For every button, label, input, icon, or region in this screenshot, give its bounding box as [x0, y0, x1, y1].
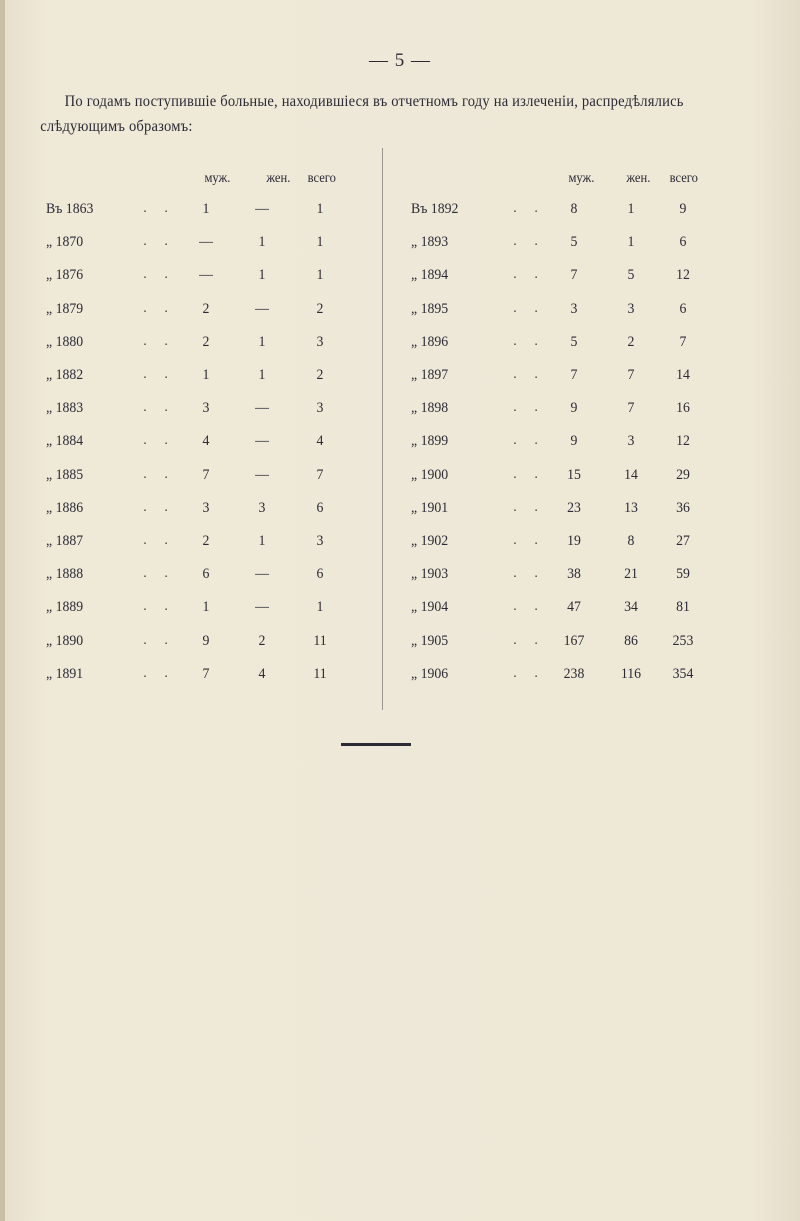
left-row-men: 3: [202, 499, 210, 516]
intro-paragraph: [40, 89, 721, 139]
right-row-leader-dots: . .: [513, 300, 546, 316]
left-row-men: 3: [202, 400, 210, 417]
right-row-total: 16: [676, 400, 690, 417]
right-row-total: 7: [679, 333, 687, 350]
right-row-men: 3: [570, 300, 578, 317]
right-row-total: 354: [672, 665, 694, 682]
left-row-year: „ 1870: [46, 234, 84, 251]
left-row-year: Въ 1863: [46, 201, 94, 217]
left-row-men: —: [199, 234, 213, 251]
right-row-women: 21: [624, 566, 638, 583]
left-row-men: 1: [202, 367, 210, 383]
right-row-year: „ 1904: [411, 599, 449, 616]
right-row-year: „ 1901: [411, 499, 449, 516]
left-row-year: „ 1886: [46, 499, 84, 516]
intro-line-1: По годамъ поступившіе больные, находившіеся въ отчетномъ году на излеченіи, распредѣлялись: [64, 93, 684, 110]
right-row-year: „ 1899: [411, 433, 449, 450]
right-row-year: „ 1898: [411, 400, 449, 417]
right-row-women: 14: [624, 466, 638, 483]
right-row-year: „ 1895: [411, 300, 449, 317]
left-row-leader-dots: . .: [143, 267, 176, 283]
left-row-women: —: [255, 300, 269, 317]
left-row-year: „ 1885: [46, 466, 84, 483]
left-row-men: —: [199, 267, 213, 284]
right-row-leader-dots: . .: [513, 466, 546, 482]
right-row-men: 238: [563, 665, 585, 682]
right-row-men: 9: [570, 400, 578, 417]
left-row-men: 1: [202, 599, 210, 616]
right-row-men: 8: [570, 201, 578, 217]
left-row-women: 1: [258, 267, 266, 284]
left-header-men: муж.: [204, 171, 231, 186]
right-row-women: 3: [627, 300, 635, 317]
left-row-total: 3: [316, 333, 324, 350]
left-row-women: 4: [258, 665, 266, 682]
right-row-men: 5: [570, 333, 578, 350]
left-row-women: —: [255, 566, 269, 583]
right-row-year: „ 1900: [411, 466, 449, 483]
right-row-women: 1: [627, 234, 635, 251]
left-row-men: 7: [202, 665, 210, 682]
right-row-women: 5: [627, 267, 635, 284]
right-row-men: 15: [567, 466, 581, 483]
right-row-leader-dots: . .: [513, 566, 546, 582]
end-rule: [341, 743, 411, 746]
right-row-total: 12: [676, 433, 690, 450]
left-row-year: „ 1891: [46, 665, 84, 682]
left-row-year: „ 1888: [46, 566, 84, 583]
right-row-women: 13: [624, 499, 638, 516]
right-row-total: 14: [676, 367, 690, 383]
left-row-year: „ 1889: [46, 599, 84, 616]
left-row-women: 1: [258, 333, 266, 350]
page-number: — 5 —: [369, 50, 431, 71]
right-row-leader-dots: . .: [513, 201, 546, 216]
intro-line-2: слѣдующимъ образомъ:: [40, 118, 193, 135]
left-header-total: всего: [307, 171, 336, 186]
right-row-total: 12: [676, 267, 690, 284]
right-row-leader-dots: . .: [513, 433, 546, 449]
left-row-men: 6: [202, 566, 210, 583]
left-row-women: —: [255, 599, 269, 616]
left-row-leader-dots: . .: [143, 533, 176, 548]
right-row-year: „ 1902: [411, 533, 449, 549]
right-row-total: 81: [676, 599, 690, 616]
right-row-year: „ 1906: [411, 665, 449, 682]
left-row-total: 11: [313, 665, 327, 682]
right-header-total: всего: [669, 171, 698, 186]
left-row-women: 2: [258, 632, 266, 649]
left-row-total: 6: [316, 566, 324, 583]
right-row-leader-dots: . .: [513, 333, 546, 349]
left-row-women: —: [255, 466, 269, 483]
right-row-women: 116: [620, 665, 642, 682]
left-row-leader-dots: . .: [143, 632, 176, 648]
left-row-men: 2: [202, 300, 210, 317]
left-row-total: 1: [316, 267, 324, 284]
left-row-total: 3: [316, 400, 324, 417]
right-row-year: „ 1905: [411, 632, 449, 649]
left-row-total: 6: [316, 499, 324, 516]
right-row-total: 36: [676, 499, 690, 516]
right-row-year: „ 1897: [411, 367, 449, 383]
left-row-year: „ 1883: [46, 400, 84, 417]
left-row-year: „ 1882: [46, 367, 84, 383]
right-header-men: муж.: [568, 171, 595, 186]
left-row-year: „ 1880: [46, 333, 84, 350]
right-row-year: Въ 1892: [411, 201, 459, 217]
left-row-leader-dots: . .: [143, 400, 176, 416]
right-row-leader-dots: . .: [513, 367, 546, 382]
left-row-total: 2: [316, 367, 324, 383]
right-row-women: 7: [627, 367, 635, 383]
right-row-men: 47: [567, 599, 581, 616]
right-row-men: 23: [567, 499, 581, 516]
left-row-year: „ 1876: [46, 267, 84, 284]
right-row-women: 86: [624, 632, 638, 649]
left-row-year: „ 1884: [46, 433, 84, 450]
right-row-year: „ 1893: [411, 234, 449, 251]
left-row-year: „ 1887: [46, 533, 84, 549]
left-row-women: —: [255, 433, 269, 450]
right-row-men: 9: [570, 433, 578, 450]
right-row-leader-dots: . .: [513, 632, 546, 648]
left-row-women: —: [255, 201, 269, 217]
right-row-total: 253: [672, 632, 694, 649]
right-row-leader-dots: . .: [513, 533, 546, 548]
right-row-men: 167: [563, 632, 585, 649]
left-header-women: жен.: [266, 171, 291, 186]
right-row-women: 7: [627, 400, 635, 417]
right-row-leader-dots: . .: [513, 400, 546, 416]
right-row-men: 7: [570, 367, 578, 383]
left-row-men: 4: [202, 433, 210, 450]
right-row-year: „ 1903: [411, 566, 449, 583]
right-row-men: 19: [567, 533, 581, 549]
left-row-leader-dots: . .: [143, 300, 176, 316]
right-row-men: 38: [567, 566, 581, 583]
left-row-total: 3: [316, 533, 324, 549]
right-row-women: 3: [627, 433, 635, 450]
left-row-leader-dots: . .: [143, 566, 176, 582]
left-row-total: 2: [316, 300, 324, 317]
right-row-total: 9: [679, 201, 687, 217]
right-row-leader-dots: . .: [513, 599, 546, 615]
right-row-women: 2: [627, 333, 635, 350]
left-row-men: 9: [202, 632, 210, 649]
left-row-women: 1: [258, 367, 266, 383]
left-row-year: „ 1890: [46, 632, 84, 649]
left-row-women: 1: [258, 533, 266, 549]
left-row-year: „ 1879: [46, 300, 84, 317]
right-header-women: жен.: [626, 171, 651, 186]
right-row-leader-dots: . .: [513, 267, 546, 283]
left-row-leader-dots: . .: [143, 499, 176, 515]
column-divider: [382, 148, 383, 710]
right-row-leader-dots: . .: [513, 234, 546, 250]
right-row-leader-dots: . .: [513, 499, 546, 515]
left-row-total: 1: [316, 201, 324, 217]
right-row-total: 27: [676, 533, 690, 549]
left-row-women: 3: [258, 499, 266, 516]
left-row-leader-dots: . .: [143, 466, 176, 482]
right-row-leader-dots: . .: [513, 665, 546, 681]
left-row-leader-dots: . .: [143, 201, 176, 216]
right-row-total: 29: [676, 466, 690, 483]
left-row-total: 1: [316, 599, 324, 616]
left-row-leader-dots: . .: [143, 333, 176, 349]
left-row-women: —: [255, 400, 269, 417]
left-row-total: 1: [316, 234, 324, 251]
left-row-men: 7: [202, 466, 210, 483]
page-spine: [0, 0, 5, 1221]
left-row-women: 1: [258, 234, 266, 251]
right-row-women: 8: [627, 533, 635, 549]
right-row-men: 5: [570, 234, 578, 251]
right-row-year: „ 1894: [411, 267, 449, 284]
left-row-men: 2: [202, 533, 210, 549]
left-row-total: 7: [316, 466, 324, 483]
left-row-total: 4: [316, 433, 324, 450]
right-row-total: 6: [679, 300, 687, 317]
left-row-men: 1: [202, 201, 210, 217]
left-row-leader-dots: . .: [143, 367, 176, 382]
left-row-leader-dots: . .: [143, 665, 176, 681]
right-row-women: 34: [624, 599, 638, 616]
right-row-year: „ 1896: [411, 333, 449, 350]
right-row-women: 1: [627, 201, 635, 217]
right-row-men: 7: [570, 267, 578, 284]
left-row-total: 11: [313, 632, 327, 649]
left-row-leader-dots: . .: [143, 599, 176, 615]
left-row-leader-dots: . .: [143, 234, 176, 250]
left-row-leader-dots: . .: [143, 433, 176, 449]
right-row-total: 59: [676, 566, 690, 583]
left-row-men: 2: [202, 333, 210, 350]
right-row-total: 6: [679, 234, 687, 251]
